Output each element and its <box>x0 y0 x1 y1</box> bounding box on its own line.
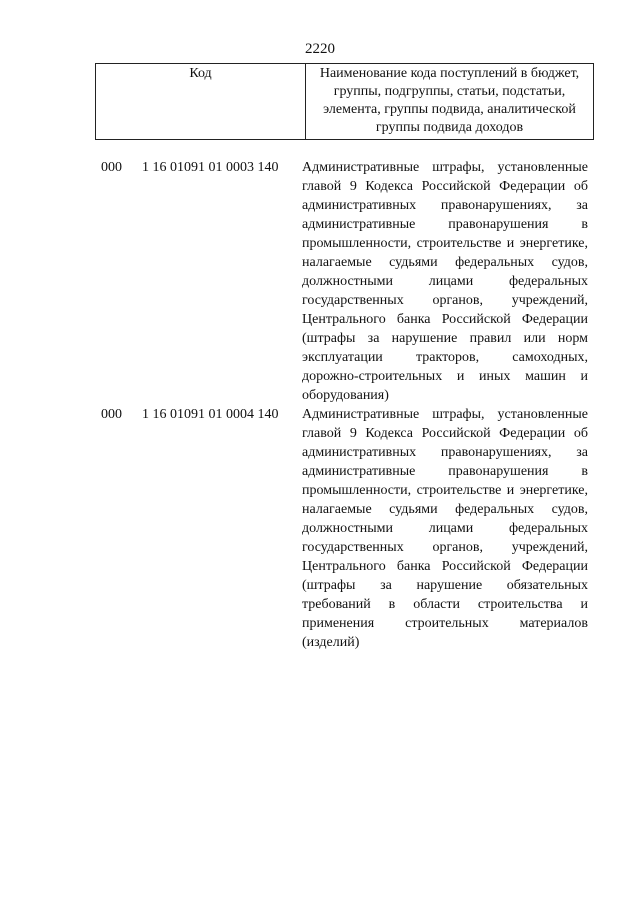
code-column-header: Код <box>96 64 306 140</box>
income-code: 1 16 01091 01 0003 140 <box>142 160 279 175</box>
page-number: 2220 <box>305 41 335 57</box>
header-table <box>95 63 594 140</box>
entry-row <box>101 405 591 652</box>
entries-list <box>101 158 591 652</box>
entry-description: Административные штрафы, установленные главой 9 Кодекса Российской Федерации об административных правонарушениях, за административные правонарушения в промышленности, строительстве и энергетике, налагаемые судьями федеральных судов, должностными лицами федеральных государственных органов, учреждений, Центрального банка Российской Федерации (штрафы за нарушение правил или норм эксплуатации тракторов, самоходных, дорожно-строительных и иных машин и оборудования) <box>302 160 588 403</box>
header-row <box>96 64 594 140</box>
admin-code: 000 <box>101 160 122 175</box>
entry-description: Административные штрафы, установленные главой 9 Кодекса Российской Федерации об административных правонарушениях, за административные правонарушения в промышленности, строительстве и энергетике, налагаемые судьями федеральных судов, должностными лицами федеральных государственных органов, учреждений, Центрального банка Российской Федерации (штрафы за нарушение обязательных требований в области строительства и применения строительных материалов (изделий) <box>302 407 588 650</box>
income-code: 1 16 01091 01 0004 140 <box>142 407 279 422</box>
admin-code: 000 <box>101 407 122 422</box>
entry-row <box>101 158 591 405</box>
name-column-header: Наименование кода поступлений в бюджет, группы, подгруппы, статьи, подстатьи, элемента, группы подвида, аналитической группы подвида доходов <box>306 64 594 140</box>
